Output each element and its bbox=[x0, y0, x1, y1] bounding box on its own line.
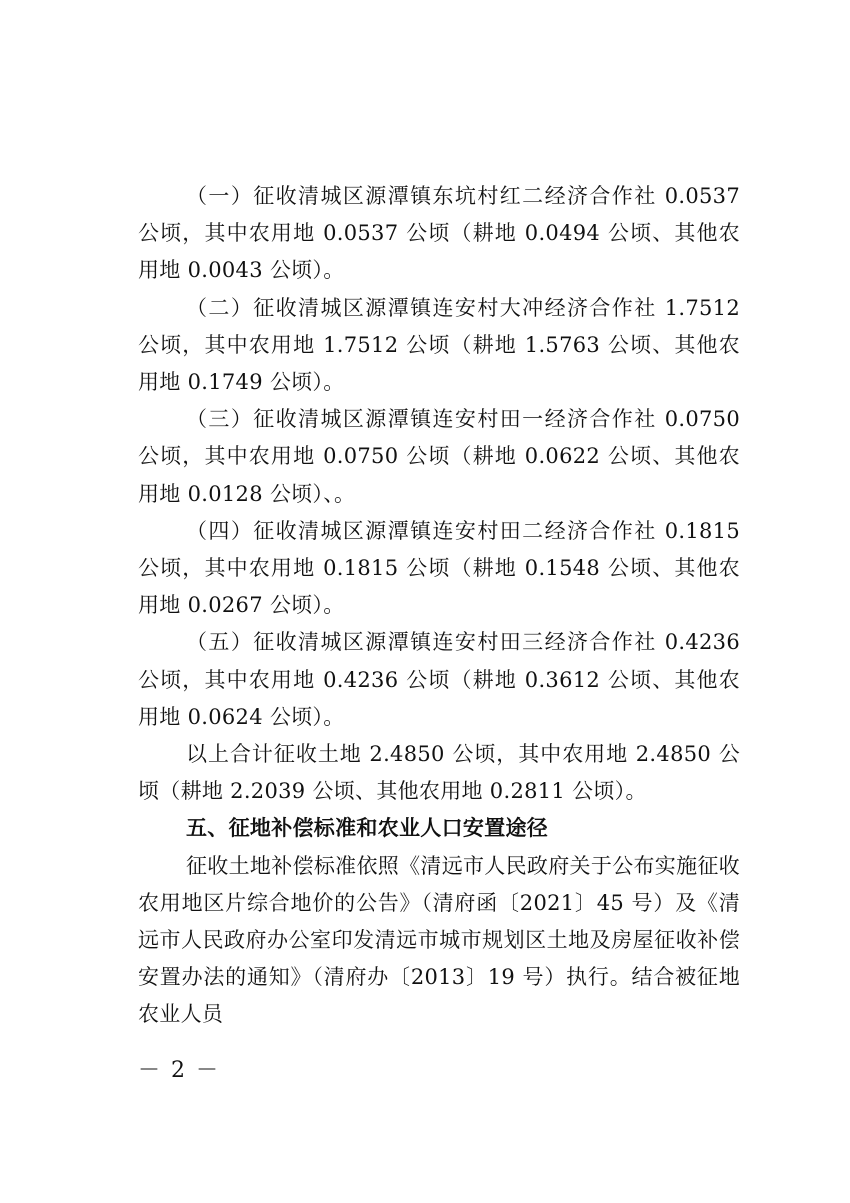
paragraph-5: （五）征收清城区源潭镇连安村田三经济合作社 0.4236 公顷，其中农用地 0.4236 公顷（耕地 0.3612 公顷、其他农用地 0.0624 公顷）。 bbox=[138, 630, 740, 729]
section-heading: 五、征地补偿标准和农业人口安置途径 bbox=[186, 816, 549, 841]
section-paragraph: 征收土地补偿标准依照《清远市人民政府关于公布实施征收农用地区片综合地价的公告》（清府函〔2021〕45 号）及《清远市人民政府办公室印发清远市城市规划区土地及房屋征收补偿安置办法的通知》（清府办〔2013〕19 号）执行。结合被征地农业人员 bbox=[138, 853, 740, 1027]
paragraph-3: （三）征收清城区源潭镇连安村田一经济合作社 0.0750 公顷，其中农用地 0.0750 公顷（耕地 0.0622 公顷、其他农用地 0.0128 公顷）、。 bbox=[138, 407, 740, 506]
paragraph-total: 以上合计征收土地 2.4850 公顷，其中农用地 2.4850 公顷（耕地 2.2039 公顷、其他农用地 0.2811 公顷）。 bbox=[138, 742, 740, 804]
paragraph-1: （一）征收清城区源潭镇东坑村红二经济合作社 0.0537 公顷，其中农用地 0.0537 公顷（耕地 0.0494 公顷、其他农用地 0.0043 公顷）。 bbox=[138, 184, 740, 283]
paragraph-4: （四）征收清城区源潭镇连安村田二经济合作社 0.1815 公顷，其中农用地 0.1815 公顷（耕地 0.1548 公顷、其他农用地 0.0267 公顷）。 bbox=[138, 518, 740, 618]
document-body bbox=[138, 178, 740, 1034]
paragraph-2: （二）征收清城区源潭镇连安村大冲经济合作社 1.7512 公顷，其中农用地 1.7512 公顷（耕地 1.5763 公顷、其他农用地 0.1749 公顷）。 bbox=[138, 295, 740, 395]
page-number: － 2 － bbox=[138, 1058, 220, 1083]
